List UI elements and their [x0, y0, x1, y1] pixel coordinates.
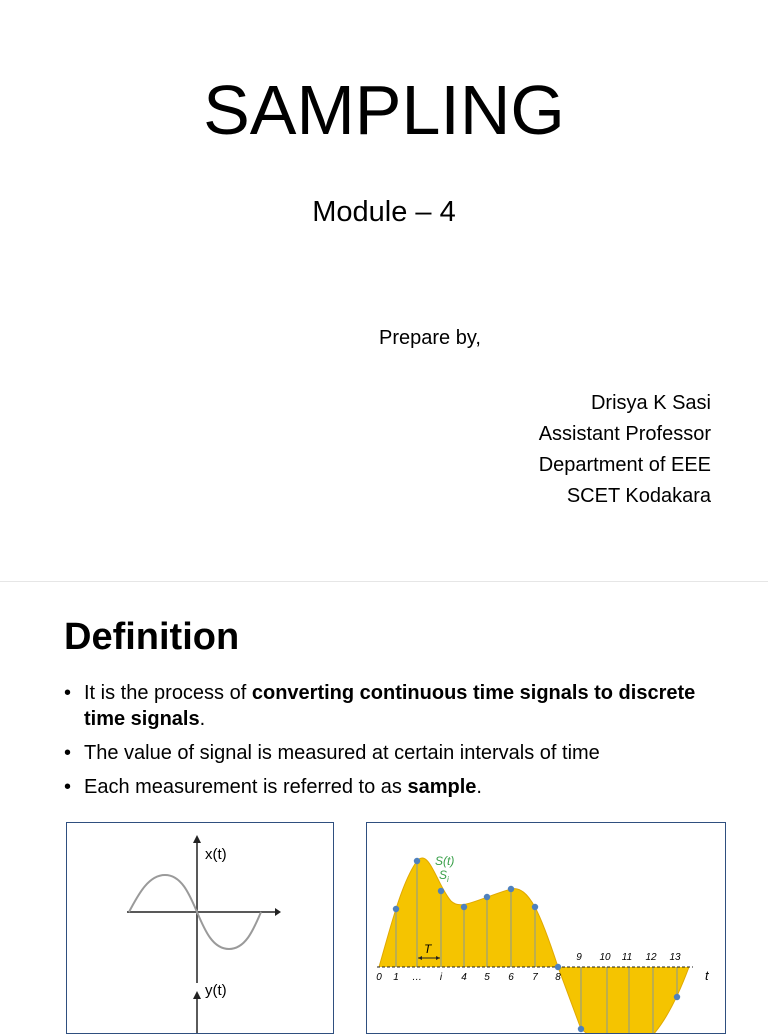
tick-label: 7: [532, 972, 538, 983]
author-position: Assistant Professor: [538, 423, 711, 445]
sample-point: [393, 906, 399, 912]
bullet-item: • Each measurement is referred to as sample.: [64, 776, 482, 798]
tick-label: i: [439, 972, 443, 983]
time-label: t: [705, 968, 709, 983]
prepared-by-label: Prepare by,: [379, 327, 481, 349]
sample-subscript: i: [447, 875, 449, 884]
tick-label: 9: [576, 952, 582, 963]
bullet-icon: •: [64, 776, 72, 798]
definition-heading: Definition: [64, 616, 240, 658]
tick-label: 6: [508, 972, 514, 983]
definition-slide: [0, 582, 768, 1024]
sample-label: S: [439, 868, 448, 882]
sample-point: [438, 888, 444, 894]
sample-point: [674, 994, 680, 1000]
tick-label: 5: [484, 972, 490, 983]
tick-label: 13: [669, 952, 681, 963]
y2-axis-arrow-icon: [193, 991, 201, 999]
bullet-icon: •: [64, 682, 72, 704]
sampled-signal-figure: [366, 822, 726, 1034]
bullet-item: • It is the process of converting continuous time signals to discrete time signals.: [64, 682, 696, 730]
bullet-item: • The value of signal is measured at certain intervals of time: [64, 742, 600, 764]
x-axis-arrow-icon: [275, 908, 281, 916]
continuous-signal-svg: [67, 823, 333, 1033]
slide-title: SAMPLING: [203, 71, 565, 149]
tick-label: 4: [461, 972, 467, 983]
sample-point: [484, 894, 490, 900]
author-institution: SCET Kodakara: [566, 485, 711, 507]
sample-point: [508, 886, 514, 892]
tick-label: 10: [599, 952, 611, 963]
author-department: Department of EEE: [538, 454, 711, 476]
sample-point: [532, 904, 538, 910]
y-axis-arrow-icon: [193, 835, 201, 843]
tick-label: 1: [393, 972, 399, 983]
sample-point: [461, 904, 467, 910]
sample-point: [414, 858, 420, 864]
tick-label: 0: [376, 972, 382, 983]
tick-label: 12: [645, 952, 657, 963]
slide-subtitle: Module – 4: [312, 196, 456, 228]
bullet-icon: •: [64, 742, 72, 764]
signal-label: S(t): [435, 854, 455, 868]
xt-label: x(t): [205, 846, 227, 863]
yt-label: y(t): [205, 982, 227, 999]
svg-text:Si: [439, 868, 449, 884]
period-label: T: [424, 942, 432, 956]
sample-point: [578, 1026, 584, 1032]
tick-label: …: [412, 972, 422, 983]
bullet-list: [64, 680, 724, 808]
author-block: [539, 388, 711, 512]
tick-label: 11: [621, 952, 633, 963]
sample-point: [555, 964, 561, 970]
tick-label: 8: [555, 972, 561, 983]
sampled-signal-svg: [367, 823, 725, 1033]
author-name: Drisya K Sasi: [590, 392, 711, 414]
continuous-signal-figure: [66, 822, 334, 1034]
